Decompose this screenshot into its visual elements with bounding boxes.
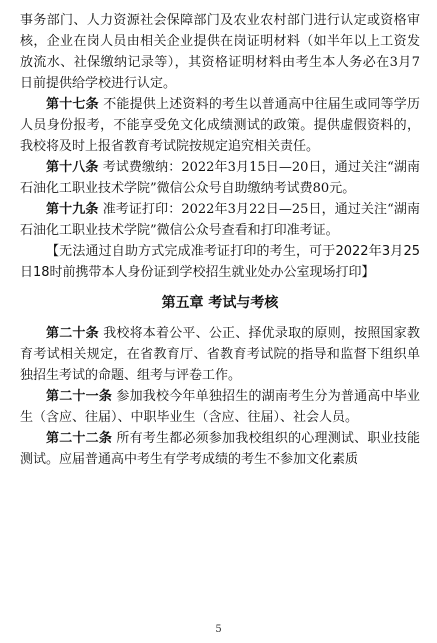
article-18 xyxy=(20,157,420,199)
document-page xyxy=(20,10,420,470)
article-18-label: 第十八条 xyxy=(46,160,99,175)
article-17 xyxy=(20,94,420,157)
article-22-text: 所有考生都必须参加我校组织的心理测试、职业技能测试。应届普通高中考生有学考成绩的考生不参加文化素质 xyxy=(20,431,420,467)
article-22-label: 第二十二条 xyxy=(46,431,113,446)
chapter-heading: 第五章 考试与考核 xyxy=(161,295,279,311)
article-21 xyxy=(20,386,420,428)
article-17-label: 第十七条 xyxy=(46,97,99,112)
page-number: 5 xyxy=(215,624,222,635)
article-19-label: 第十九条 xyxy=(46,202,99,217)
article-21-text: 参加我校今年单独招生的湖南考生分为普通高中毕业生（含应、往届）、中职毕业生（含应、往届）、社会人员。 xyxy=(20,389,420,425)
print-notice: 【无法通过自助方式完成准考证打印的考生，可于2022年3月25日18时前携带本人身份证到学校招生就业处办公室现场打印】 xyxy=(20,244,420,280)
article-18-text: 考试费缴纳：2022年3月15日—20日，通过关注“湖南石油化工职业技术学院”微信公众号自助缴纳考试费80元。 xyxy=(20,160,420,196)
article-17-text: 不能提供上述资料的考生以普通高中往届生或同等学历人员身份报考，不能享受免文化成绩测试的政策。提供虚假资料的，我校将及时上报省教育考试院按规定追究相关责任。 xyxy=(20,97,420,154)
article-20-text: 我校将本着公平、公正、择优录取的原则，按照国家教育考试相关规定，在省教育厅、省教育考试院的指导和监督下组织单独招生考试的命题、组考与评卷工作。 xyxy=(20,326,420,383)
article-20-label: 第二十条 xyxy=(46,326,99,341)
paragraph-continuation: 事务部门、人力资源社会保障部门及农业农村部门进行认定或资格审核，企业在岗人员由相关企业提供在岗证明材料（如半年以上工资发放流水、社保缴纳记录等），其资格证明材料由考生本人务必在3月7日前提供给学校进行认定。 xyxy=(20,13,420,91)
article-19-text: 准考证打印：2022年3月22日—25日，通过关注“湖南石油化工职业技术学院”微信公众号查看和打印准考证。 xyxy=(20,202,420,238)
article-19 xyxy=(20,199,420,241)
article-21-label: 第二十一条 xyxy=(46,389,113,404)
article-20 xyxy=(20,323,420,386)
article-22 xyxy=(20,428,420,470)
